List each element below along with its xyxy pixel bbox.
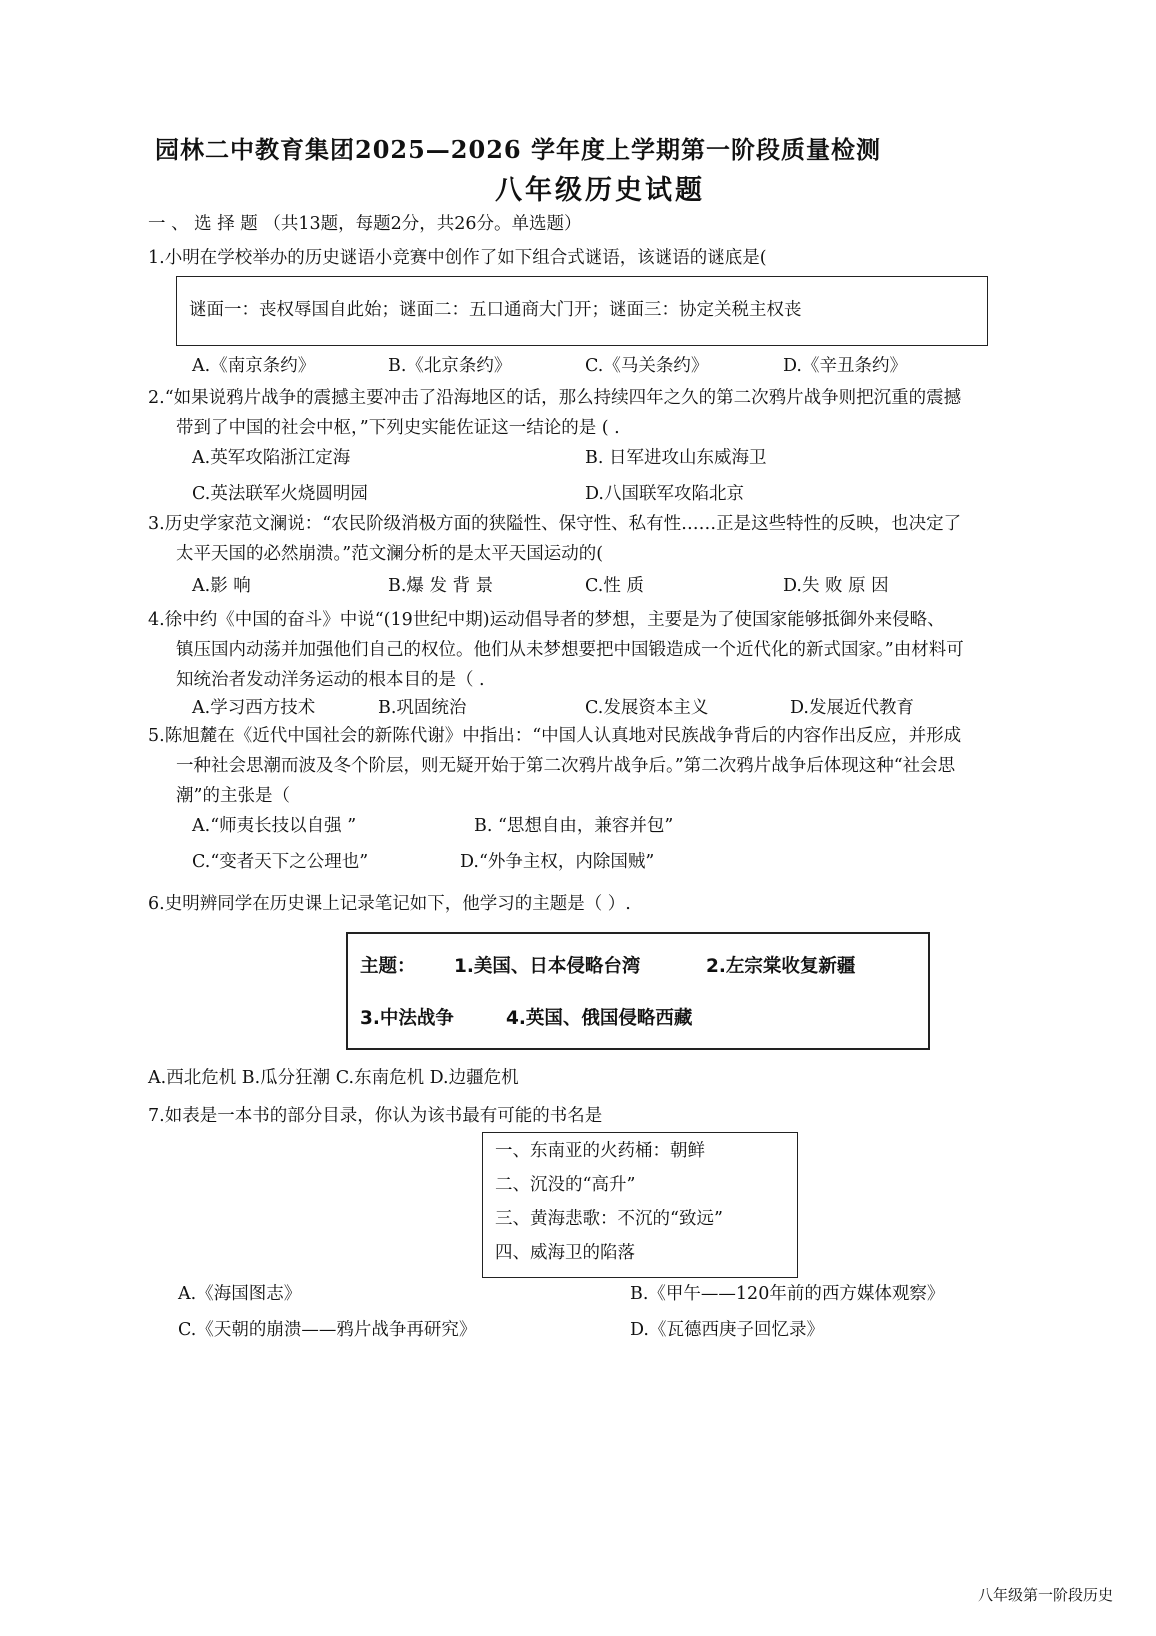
- question-3-option-c[interactable]: C.性 质: [585, 576, 644, 596]
- question-3-stem-line-2: 太平天国的必然崩溃。”范文澜分析的是太平天国运动的(: [176, 544, 604, 564]
- question-1-riddle-text: 谜面一：丧权辱国自此始；谜面二：五口通商大门开；谜面三：协定关税主权丧: [189, 300, 802, 320]
- question-4-stem-line-1: 4.徐中约《中国的奋斗》中说“(19世纪中期)运动倡导者的梦想，主要是为了使国家能够抵御外来侵略、: [148, 610, 945, 630]
- question-6-options[interactable]: A.西北危机 B.瓜分狂潮 C.东南危机 D.边疆危机: [148, 1068, 519, 1088]
- question-6-notes-item-4: 4.英国、俄国侵略西藏: [506, 1008, 693, 1029]
- question-7-option-d[interactable]: D.《瓦德西庚子回忆录》: [630, 1320, 824, 1340]
- question-7-toc-item-3: 三、黄海悲歌：不沉的“致远”: [495, 1209, 723, 1229]
- question-7-toc-box: [482, 1132, 798, 1278]
- question-6-notes-box: [346, 932, 930, 1050]
- question-3-stem-line-1: 3.历史学家范文澜说：“农民阶级消极方面的狭隘性、保守性、私有性……正是这些特性的反映，也决定了: [148, 514, 962, 534]
- question-2-option-b[interactable]: B. 日军进攻山东威海卫: [585, 448, 767, 468]
- question-4-option-a[interactable]: A.学习西方技术: [192, 698, 316, 718]
- question-1-riddle-box: [176, 276, 988, 346]
- question-1-option-c[interactable]: C.《马关条约》: [585, 356, 709, 376]
- question-5-option-c[interactable]: C.“变者天下之公理也”: [192, 852, 369, 872]
- question-1-option-d[interactable]: D.《辛丑条约》: [783, 356, 907, 376]
- question-5-option-d[interactable]: D.“外争主权，内除国贼”: [460, 852, 655, 872]
- question-5-option-b[interactable]: B. “思想自由，兼容并包”: [474, 816, 674, 836]
- question-5-stem-line-3: 潮”的主张是（: [176, 786, 290, 806]
- question-2-option-c[interactable]: C.英法联军火烧圆明园: [192, 484, 368, 504]
- question-7-toc-item-4: 四、威海卫的陷落: [495, 1243, 635, 1263]
- question-2-option-a[interactable]: A.英军攻陷浙江定海: [192, 448, 351, 468]
- question-7-toc-item-2: 二、沉没的“高升”: [495, 1175, 636, 1195]
- question-5-option-a[interactable]: A.“师夷长技以自强 ”: [192, 816, 357, 836]
- question-4-option-c[interactable]: C.发展资本主义: [585, 698, 709, 718]
- question-5-stem-line-1: 5.陈旭麓在《近代中国社会的新陈代谢》中指出：“中国人认真地对民族战争背后的内容作出反应，并形成: [148, 726, 962, 746]
- question-7-option-b[interactable]: B.《甲午——120年前的西方媒体观察》: [630, 1284, 945, 1304]
- question-7-option-a[interactable]: A.《海国图志》: [178, 1284, 302, 1304]
- exam-title: 八年级历史试题: [495, 175, 705, 206]
- section-heading: 一 、 选 择 题 （共13题，每题2分，共26分。单选题）: [148, 214, 582, 234]
- question-3-option-a[interactable]: A.影 响: [192, 576, 251, 596]
- question-2-option-d[interactable]: D.八国联军攻陷北京: [585, 484, 744, 504]
- question-5-stem-line-2: 一种社会思潮而波及冬个阶层，则无疑开始于第二次鸦片战争后。”第二次鸦片战争后体现这种“社会思: [176, 756, 956, 776]
- school-title: 园林二中教育集团2025—2026 学年度上学期第一阶段质量检测: [155, 135, 881, 164]
- question-6-notes-item-2: 2.左宗棠收复新疆: [706, 956, 856, 977]
- question-2-stem-line-2: 带到了中国的社会中枢，”下列史实能佐证这一结论的是 ( .: [176, 418, 620, 438]
- question-4-option-d[interactable]: D.发展近代教育: [790, 698, 914, 718]
- page-footer: 八年级第一阶段历史: [978, 1586, 1114, 1604]
- question-4-stem-line-3: 知统治者发动洋务运动的根本目的是（ .: [176, 670, 485, 690]
- question-7-stem: 7.如表是一本书的部分目录，你认为该书最有可能的书名是: [148, 1106, 603, 1126]
- question-1-stem: 1.小明在学校举办的历史谜语小竞赛中创作了如下组合式谜语，该谜语的谜底是(: [148, 248, 767, 268]
- question-7-toc-item-1: 一、东南亚的火药桶：朝鲜: [495, 1141, 705, 1161]
- question-6-notes-label: 主题：: [360, 956, 416, 977]
- question-3-option-b[interactable]: B.爆 发 背 景: [388, 576, 494, 596]
- question-1-option-a[interactable]: A.《南京条约》: [192, 356, 316, 376]
- question-6-notes-item-1: 1.美国、日本侵略台湾: [454, 956, 641, 977]
- question-2-stem-line-1: 2.“如果说鸦片战争的震撼主要冲击了沿海地区的话，那么持续四年之久的第二次鸦片战争则把沉重的震撼: [148, 388, 962, 408]
- question-6-notes-item-3: 3.中法战争: [360, 1008, 454, 1029]
- question-4-stem-line-2: 镇压国内动荡并加强他们自己的权位。他们从未梦想要把中国锻造成一个近代化的新式国家。”由材料可: [176, 640, 964, 660]
- question-1-option-b[interactable]: B.《北京条约》: [388, 356, 512, 376]
- question-3-option-d[interactable]: D.失 败 原 因: [783, 576, 889, 596]
- question-4-option-b[interactable]: B.巩固统治: [378, 698, 467, 718]
- question-7-option-c[interactable]: C.《天朝的崩溃——鸦片战争再研究》: [178, 1320, 477, 1340]
- question-6-stem: 6.史明辨同学在历史课上记录笔记如下，他学习的主题是（ ）.: [148, 894, 631, 914]
